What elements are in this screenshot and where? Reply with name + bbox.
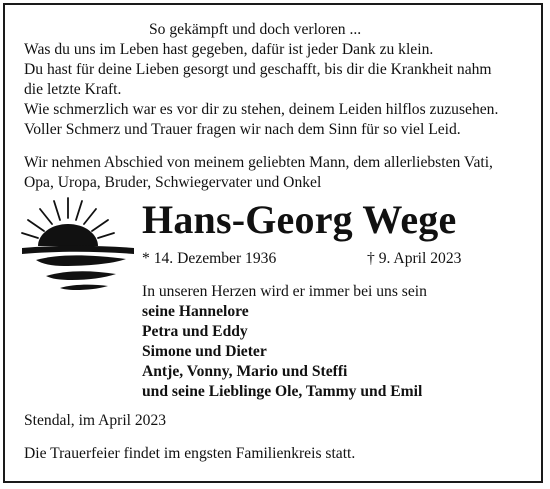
family-member: seine Hannelore [142,303,249,320]
poem-line: Du hast für deine Lieben gesorgt und geschafft, bis dir die Krankheit nahm [24,61,492,78]
poem-line: So gekämpft und doch verloren ... [149,21,362,38]
death-date: † 9. April 2023 [367,250,462,267]
farewell-intro [24,153,493,193]
family-block [142,282,427,402]
poem-line: Voller Schmerz und Trauer fragen wir nach dem Sinn für so viel Leid. [24,121,461,138]
family-member: Antje, Vonny, Mario und Steffi [142,363,348,380]
poem-block [24,20,498,140]
service-note: Die Trauerfeier findet im engsten Familienkreis statt. [24,445,356,462]
intro-line: Opa, Uropa, Bruder, Schwiegervater und Onkel [24,174,322,191]
sunset-hands-icon [16,196,138,292]
poem-line: Was du uns im Leben hast gegeben, dafür ist jeder Dank zu klein. [24,41,434,58]
family-member: Petra und Eddy [142,323,248,340]
family-intro: In unseren Herzen wird er immer bei uns sein [142,283,427,300]
poem-line: die letzte Kraft. [24,81,122,98]
birth-date: * 14. Dezember 1936 [142,250,277,267]
place-date: Stendal, im April 2023 [24,412,167,429]
intro-line: Wir nehmen Abschied von meinem geliebten Mann, dem allerliebsten Vati, [24,154,493,171]
family-member: Simone und Dieter [142,343,267,360]
poem-line: Wie schmerzlich war es vor dir zu stehen, deinem Leiden hilflos zuzusehen. [24,101,499,118]
deceased-name: Hans-Georg Wege [142,197,457,242]
family-member: und seine Lieblinge Ole, Tammy und Emil [142,383,423,400]
